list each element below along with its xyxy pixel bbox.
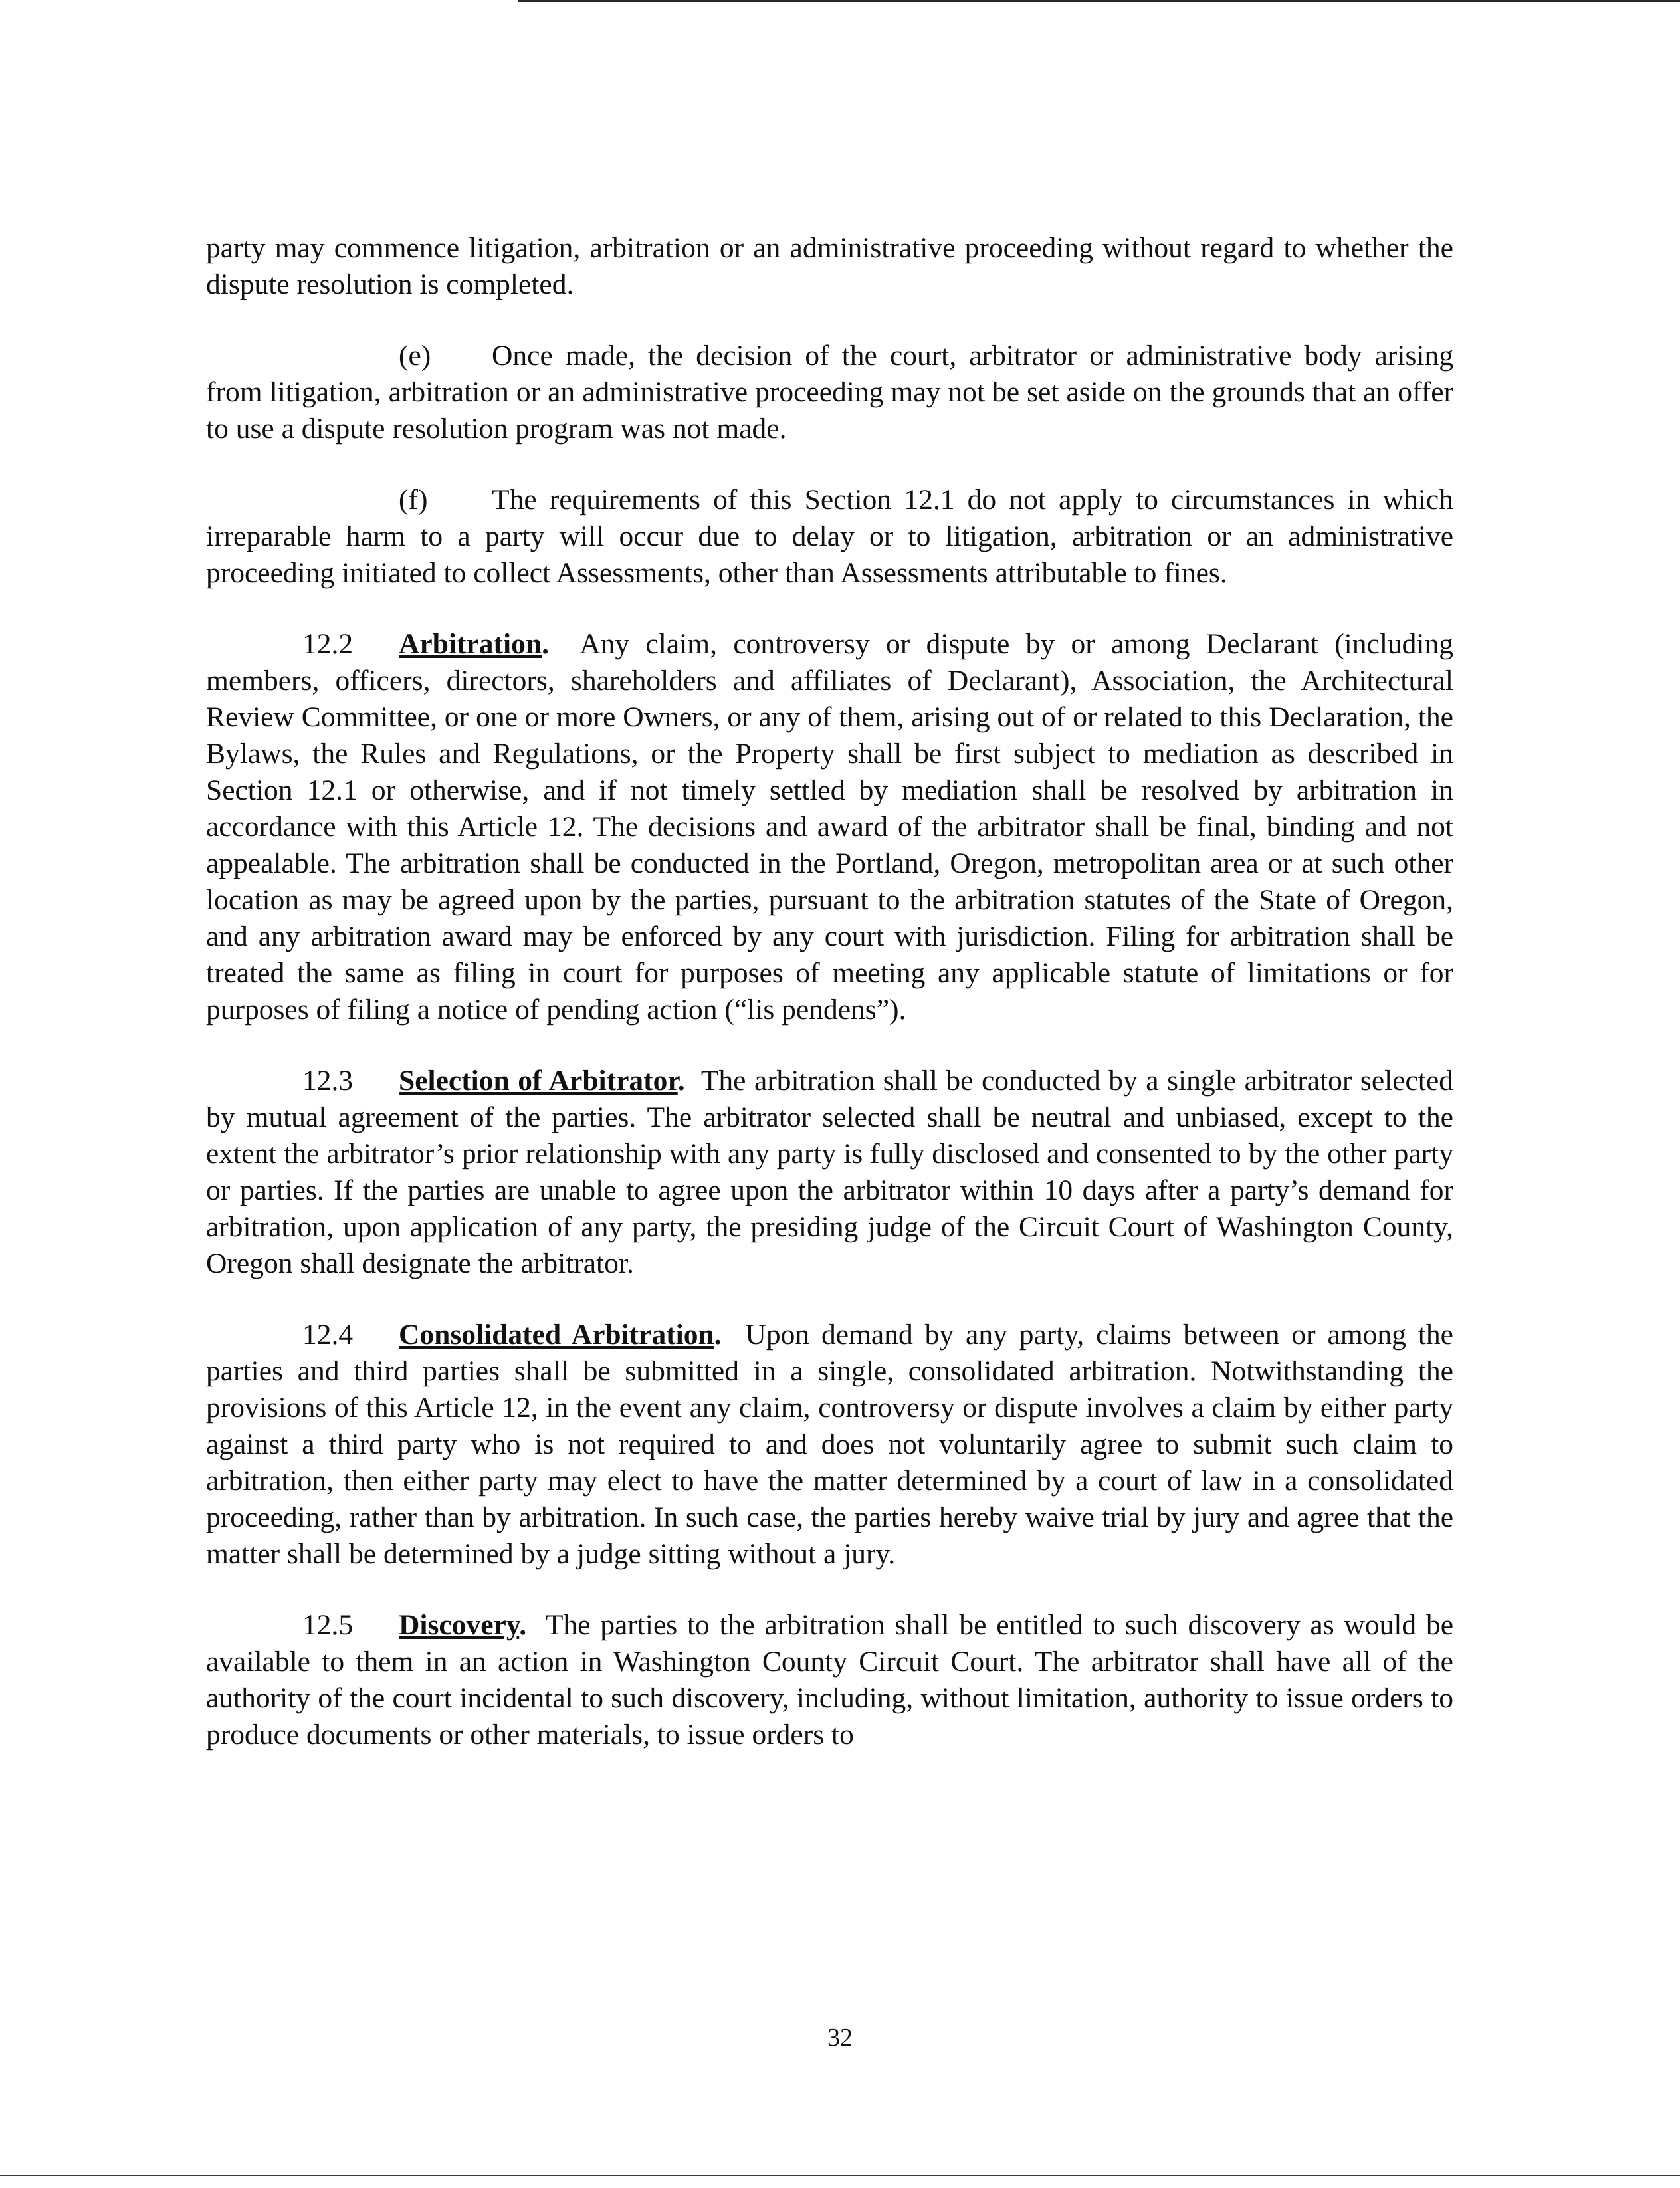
subsection-label: (f) [399, 484, 428, 516]
section-number: 12.2 [302, 628, 354, 660]
subsection-label: (e) [399, 340, 431, 372]
section-12-2: 12.2 Arbitration. Any claim, controversy or dispute by or among Declarant (including members, officers, directors, shareholders and affiliates of Declarant), Association, the Architectural Review Committee, or one or more Owners, or any of them, arising out of or related to this Declaration, the Bylaws, the Rules and Regulations, or the Property shall be first subject to mediation as described in Section 12.1 or otherwise, and if not timely settled by mediation shall be resolved by arbitration in accordance with this Article 12. The decisions and award of the arbitrator shall be final, binding and not appealable. The arbitration shall be conducted in the Portland, Oregon, metropolitan area or at such other location as may be agreed upon by the parties, pursuant to the arbitration statutes of the State of Oregon, and any arbitration award may be enforced by any court with jurisdiction. Filing for arbitration shall be treated the same as filing in court for purposes of meeting any applicable statute of limitations or for purposes of filing a notice of pending action (“lis pendens”). [206, 626, 1453, 1028]
scan-edge-bottom [0, 2175, 1680, 2176]
section-text: Upon demand by any party, claims between or among the parties and third parties shall be submitted in a single, consolidated arbitration. Notwithstanding the provisions of this Article 12, in the event any claim, controversy or dispute involves a claim by either party against a third party who is not required to and does not voluntarily agree to submit such claim to arbitration, then either party may elect to have the matter determined by a court of law in a consolidated proceeding, rather than by arbitration. In such case, the parties hereby waive trial by jury and agree that the matter shall be determined by a judge sitting without a jury. [206, 1319, 1453, 1570]
section-title: Selection of Arbitrator [399, 1065, 678, 1097]
continuation-paragraph: party may commence litigation, arbitration or an administrative proceeding without regard to whether the dispute resolution is completed. [206, 232, 1453, 300]
document-page [206, 230, 1453, 1788]
section-12-5: 12.5 Discovery. The parties to the arbitration shall be entitled to such discovery as would be available to them in an action in Washington County Circuit Court. The arbitrator shall have all of the authority of the court incidental to such discovery, including, without limitation, authority to issue orders to produce documents or other materials, to issue orders to [206, 1607, 1453, 1753]
section-number: 12.3 [302, 1065, 354, 1097]
section-text: The arbitration shall be conducted by a single arbitrator selected by mutual agreement of the parties. The arbitrator selected shall be neutral and unbiased, except to the extent the arbitrator’s prior relationship with any party is fully disclosed and consented to by the other party or parties. If the parties are unable to agree upon the arbitrator within 10 days after a party’s demand for arbitration, upon application of any party, the presiding judge of the Circuit Court of Washington County, Oregon shall designate the arbitrator. [206, 1065, 1454, 1279]
subsection-f [206, 482, 1453, 592]
section-text: The parties to the arbitration shall be entitled to such discovery as would be available to them in an action in Washington County Circuit Court. The arbitrator shall have all of the authority of the court incidental to such discovery, including, without limitation, authority to issue orders to produce documents or other materials, to issue orders to [206, 1609, 1454, 1751]
scan-edge-top [518, 0, 1680, 2]
subsection-text: Once made, the decision of the court, arbitrator or administrative body arising from litigation, arbitration or an administrative proceeding may not be set aside on the grounds that an offer to use a dispute resolution program was not made. [206, 340, 1453, 445]
page-number: 32 [827, 2024, 853, 2052]
section-title: Consolidated Arbitration [399, 1319, 714, 1351]
section-title: Arbitration [399, 628, 542, 660]
section-number: 12.4 [302, 1319, 354, 1351]
subsection-text: The requirements of this Section 12.1 do not apply to circumstances in which irreparable harm to a party will occur due to delay or to litigation, arbitration or an administrative proceeding initiated to collect Assessments, other than Assessments attributable to fines. [206, 484, 1453, 589]
section-number: 12.5 [302, 1609, 354, 1641]
section-title: Discovery [399, 1609, 520, 1641]
section-text: Any claim, controversy or dispute by or among Declarant (including members, officers, directors, shareholders and affiliates of Declarant), Association, the Architectural Review Committee, or one or more Owners, or any of them, arising out of or related to this Declaration, the Bylaws, the Rules and Regulations, or the Property shall be first subject to mediation as described in Section 12.1 or otherwise, and if not timely settled by mediation shall be resolved by arbitration in accordance with this Article 12. The decisions and award of the arbitrator shall be final, binding and not appealable. The arbitration shall be conducted in the Portland, Oregon, metropolitan area or at such other location as may be agreed upon by the parties, pursuant to the arbitration statutes of the State of Oregon, and any arbitration award may be enforced by any court with jurisdiction. Filing for arbitration shall be treated the same as filing in court for purposes of meeting any applicable statute of limitations or for purposes of filing a notice of pending action (“lis pendens”). [206, 628, 1453, 1026]
subsection-e [206, 338, 1453, 447]
section-12-4: 12.4 Consolidated Arbitration. Upon demand by any party, claims between or among the parties and third parties shall be submitted in a single, consolidated arbitration. Notwithstanding the provisions of this Article 12, in the event any claim, controversy or dispute involves a claim by either party against a third party who is not required to and does not voluntarily agree to submit such claim to arbitration, then either party may elect to have the matter determined by a court of law in a consolidated proceeding, rather than by arbitration. In such case, the parties hereby waive trial by jury and agree that the matter shall be determined by a judge sitting without a jury. [206, 1317, 1453, 1573]
section-12-3: 12.3 Selection of Arbitrator. The arbitration shall be conducted by a single arbitrator selected by mutual agreement of the parties. The arbitrator selected shall be neutral and unbiased, except to the extent the arbitrator’s prior relationship with any party is fully disclosed and consented to by the other party or parties. If the parties are unable to agree upon the arbitrator within 10 days after a party’s demand for arbitration, upon application of any party, the presiding judge of the Circuit Court of Washington County, Oregon shall designate the arbitrator. [206, 1063, 1453, 1282]
